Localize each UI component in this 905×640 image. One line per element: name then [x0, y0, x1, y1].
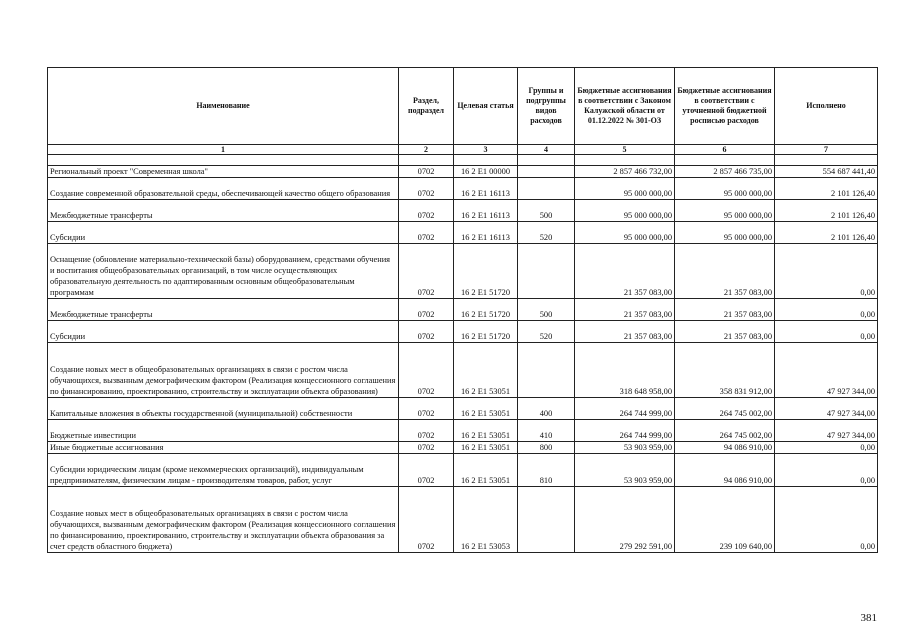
- spacer-cell: [454, 155, 518, 166]
- row-executed: 2 101 126,40: [775, 178, 878, 200]
- row-budget-refined: 264 745 002,00: [675, 398, 775, 420]
- row-group: 410: [518, 420, 575, 442]
- row-target: 16 2 E1 16113: [454, 200, 518, 222]
- row-executed: 47 927 344,00: [775, 398, 878, 420]
- row-name: Субсидии: [48, 321, 399, 343]
- row-name: Региональный проект "Современная школа": [48, 166, 399, 178]
- header-groups: Группы и подгруппы видов расходов: [518, 68, 575, 145]
- table-row: [48, 222, 878, 244]
- row-executed: 0,00: [775, 321, 878, 343]
- row-budget-refined: 358 831 912,00: [675, 343, 775, 398]
- row-group: [518, 178, 575, 200]
- column-number: 7: [775, 145, 878, 155]
- row-section: 0702: [399, 200, 454, 222]
- row-target: 16 2 E1 00000: [454, 166, 518, 178]
- row-name: Создание новых мест в общеобразовательных организациях в связи с ростом числа обучающихся, вызванным демографическим фактором (Реализация концессионного соглашения по финансированию, проектированию, строительству и эксплуатации объекта образования): [48, 343, 399, 398]
- row-name: Субсидии: [48, 222, 399, 244]
- table-row: [48, 487, 878, 553]
- column-number: 3: [454, 145, 518, 155]
- row-group: [518, 343, 575, 398]
- header-section: Раздел, подраздел: [399, 68, 454, 145]
- row-budget-law: 21 357 083,00: [575, 299, 675, 321]
- row-executed: 0,00: [775, 487, 878, 553]
- row-target: 16 2 E1 51720: [454, 321, 518, 343]
- row-target: 16 2 E1 53051: [454, 398, 518, 420]
- row-budget-law: 95 000 000,00: [575, 200, 675, 222]
- row-executed: 0,00: [775, 454, 878, 487]
- spacer-cell: [575, 155, 675, 166]
- column-number: 5: [575, 145, 675, 155]
- row-budget-law: 95 000 000,00: [575, 222, 675, 244]
- row-group: [518, 487, 575, 553]
- row-executed: 2 101 126,40: [775, 200, 878, 222]
- row-name: Межбюджетные трансферты: [48, 200, 399, 222]
- spacer-cell: [775, 155, 878, 166]
- table-row: [48, 200, 878, 222]
- row-budget-refined: 94 086 910,00: [675, 454, 775, 487]
- row-group: 800: [518, 442, 575, 454]
- page-number: 381: [860, 612, 877, 624]
- column-number: 6: [675, 145, 775, 155]
- row-budget-refined: 21 357 083,00: [675, 244, 775, 299]
- row-section: 0702: [399, 299, 454, 321]
- header-executed: Исполнено: [775, 68, 878, 145]
- table-row: [48, 178, 878, 200]
- row-budget-law: 21 357 083,00: [575, 321, 675, 343]
- table-row: [48, 321, 878, 343]
- row-budget-refined: 239 109 640,00: [675, 487, 775, 553]
- row-name: Иные бюджетные ассигнования: [48, 442, 399, 454]
- table-row: [48, 398, 878, 420]
- row-section: 0702: [399, 454, 454, 487]
- table-row: [48, 299, 878, 321]
- spacer-cell: [48, 155, 399, 166]
- row-group: 810: [518, 454, 575, 487]
- row-executed: 47 927 344,00: [775, 343, 878, 398]
- row-section: 0702: [399, 166, 454, 178]
- column-number: 4: [518, 145, 575, 155]
- table-row: [48, 454, 878, 487]
- header-budget-refined: Бюджетные ассигнования в соответствии с уточненной бюджетной росписью расходов: [675, 68, 775, 145]
- row-target: 16 2 E1 53053: [454, 487, 518, 553]
- row-executed: 0,00: [775, 244, 878, 299]
- row-budget-law: 264 744 999,00: [575, 398, 675, 420]
- row-target: 16 2 E1 53051: [454, 343, 518, 398]
- row-group: [518, 244, 575, 299]
- row-budget-law: 53 903 959,00: [575, 442, 675, 454]
- row-section: 0702: [399, 222, 454, 244]
- column-number-row: [48, 145, 878, 155]
- row-group: 400: [518, 398, 575, 420]
- row-target: 16 2 E1 53051: [454, 420, 518, 442]
- row-section: 0702: [399, 487, 454, 553]
- row-budget-refined: 95 000 000,00: [675, 200, 775, 222]
- spacer-cell: [675, 155, 775, 166]
- row-budget-refined: 95 000 000,00: [675, 178, 775, 200]
- row-section: 0702: [399, 321, 454, 343]
- row-section: 0702: [399, 398, 454, 420]
- row-executed: 0,00: [775, 299, 878, 321]
- row-name: Создание новых мест в общеобразовательных организациях в связи с ростом числа обучающихся, вызванным демографическим фактором (Реализация концессионного соглашения по финансированию, проектированию, строительству и эксплуатации объекта образования за счет средств областного бюджета): [48, 487, 399, 553]
- row-name: Межбюджетные трансферты: [48, 299, 399, 321]
- row-name: Оснащение (обновление материально-технической базы) оборудованием, средствами обучения и воспитания общеобразовательных организаций, в том числе осуществляющих образовательную деятельность по адаптированным основным общеобразовательным программам: [48, 244, 399, 299]
- header-row: [48, 68, 878, 145]
- column-number: 2: [399, 145, 454, 155]
- row-section: 0702: [399, 420, 454, 442]
- header-budget-law: Бюджетные ассигнования в соответствии с Законом Калужской области от 01.12.2022 № 301-ОЗ: [575, 68, 675, 145]
- table-row: [48, 343, 878, 398]
- row-budget-law: 95 000 000,00: [575, 178, 675, 200]
- row-group: 520: [518, 222, 575, 244]
- row-group: 500: [518, 299, 575, 321]
- column-number: 1: [48, 145, 399, 155]
- row-name: Капитальные вложения в объекты государственной (муниципальной) собственности: [48, 398, 399, 420]
- table-row: [48, 420, 878, 442]
- row-budget-refined: 21 357 083,00: [675, 299, 775, 321]
- row-budget-law: 279 292 591,00: [575, 487, 675, 553]
- row-name: Бюджетные инвестиции: [48, 420, 399, 442]
- row-budget-refined: 2 857 466 735,00: [675, 166, 775, 178]
- row-budget-law: 21 357 083,00: [575, 244, 675, 299]
- row-section: 0702: [399, 244, 454, 299]
- row-executed: 0,00: [775, 442, 878, 454]
- row-target: 16 2 E1 51720: [454, 299, 518, 321]
- spacer-cell: [399, 155, 454, 166]
- row-group: [518, 166, 575, 178]
- row-executed: 47 927 344,00: [775, 420, 878, 442]
- row-target: 16 2 E1 51720: [454, 244, 518, 299]
- row-group: 520: [518, 321, 575, 343]
- row-budget-refined: 264 745 002,00: [675, 420, 775, 442]
- row-section: 0702: [399, 343, 454, 398]
- row-budget-refined: 94 086 910,00: [675, 442, 775, 454]
- row-budget-law: 53 903 959,00: [575, 454, 675, 487]
- spacer-row: [48, 155, 878, 166]
- row-target: 16 2 E1 53051: [454, 442, 518, 454]
- table-row: [48, 166, 878, 178]
- row-group: 500: [518, 200, 575, 222]
- row-budget-law: 264 744 999,00: [575, 420, 675, 442]
- row-target: 16 2 E1 53051: [454, 454, 518, 487]
- table-body: [48, 166, 878, 553]
- row-executed: 554 687 441,40: [775, 166, 878, 178]
- row-budget-refined: 95 000 000,00: [675, 222, 775, 244]
- row-section: 0702: [399, 442, 454, 454]
- row-executed: 2 101 126,40: [775, 222, 878, 244]
- row-budget-law: 318 648 958,00: [575, 343, 675, 398]
- row-section: 0702: [399, 178, 454, 200]
- row-target: 16 2 E1 16113: [454, 178, 518, 200]
- spacer-cell: [518, 155, 575, 166]
- header-name: Наименование: [48, 68, 399, 145]
- row-budget-law: 2 857 466 732,00: [575, 166, 675, 178]
- row-name: Создание современной образовательной среды, обеспечивающей качество общего образования: [48, 178, 399, 200]
- budget-table: [47, 67, 878, 553]
- table-row: [48, 442, 878, 454]
- row-name: Субсидии юридическим лицам (кроме некоммерческих организаций), индивидуальным предпринимателям, физическим лицам - производителям товаров, работ, услуг: [48, 454, 399, 487]
- header-target: Целевая статья: [454, 68, 518, 145]
- row-target: 16 2 E1 16113: [454, 222, 518, 244]
- table-row: [48, 244, 878, 299]
- row-budget-refined: 21 357 083,00: [675, 321, 775, 343]
